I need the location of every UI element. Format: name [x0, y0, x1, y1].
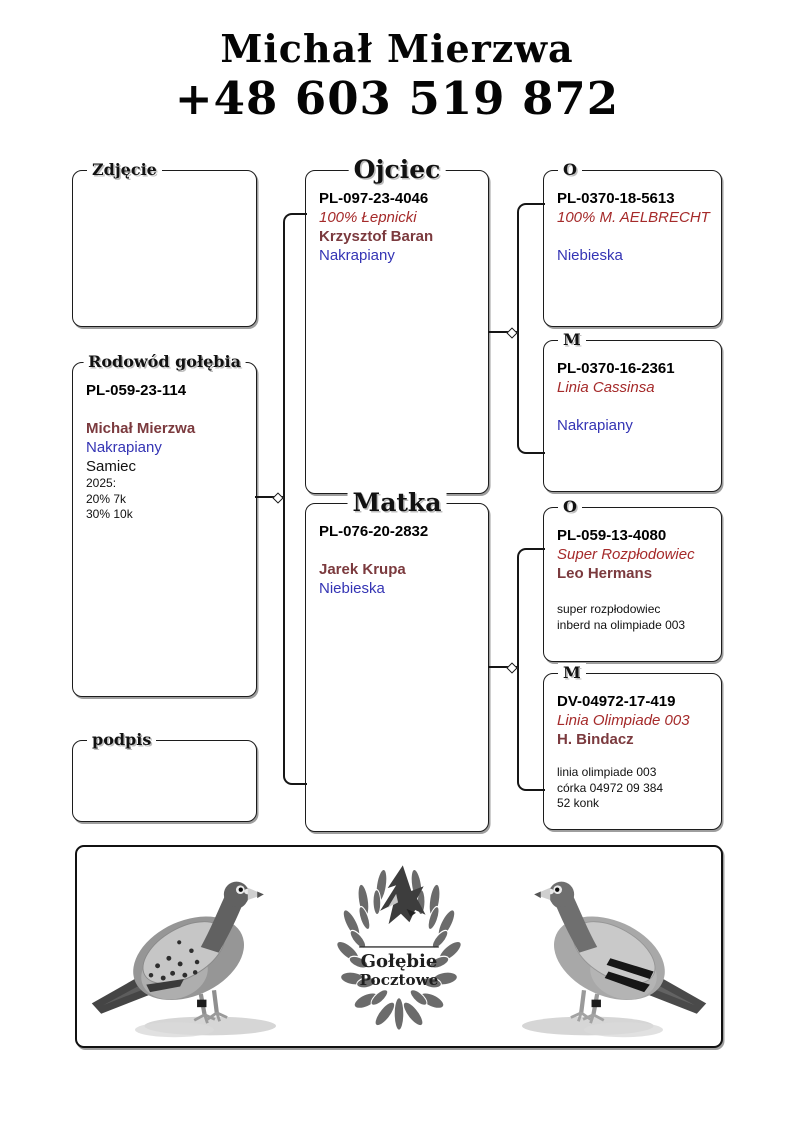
connector-mother-parents-bracket [517, 548, 545, 791]
mgf-note: super rozpłodowiec [557, 602, 661, 616]
mgf-ring-number: PL-059-13-4080 [557, 527, 667, 544]
pgf-ring-number: PL-0370-18-5613 [557, 190, 675, 207]
logo-text-line2: Pocztowe [359, 970, 439, 989]
signature-box [72, 730, 257, 822]
maternal-grandfather-box [543, 497, 722, 662]
junction-diamond [272, 492, 283, 503]
footer-banner [75, 845, 723, 1048]
pgm-strain: Linia Cassinsa [557, 379, 655, 396]
mgf-breeder: Leo Hermans [557, 565, 653, 582]
mother-box-label: Matka [348, 488, 447, 517]
logo-text-line1: Gołębie [360, 950, 438, 972]
pedigree-box-label: Rodowód gołębia [83, 352, 246, 371]
connector-parents-bracket [283, 213, 307, 785]
mgm-ring-number: DV-04972-17-419 [557, 693, 676, 710]
subject-feather-color: Nakrapiany [86, 439, 162, 456]
signature-box-label: podpis [87, 730, 156, 749]
maternal-grandmother-box [543, 663, 722, 830]
father-breeder: Krzysztof Baran [319, 228, 434, 245]
right-pigeon-image [491, 853, 709, 1041]
photo-box [72, 160, 257, 327]
subject-note: 30% 10k [86, 507, 133, 521]
junction-diamond [506, 327, 517, 338]
pgf-feather-color: Niebieska [557, 247, 623, 264]
subject-ring-number: PL-059-23-114 [86, 382, 187, 399]
mgf-strain: Super Rozpłodowiec [557, 546, 695, 563]
mother-ring-number: PL-076-20-2832 [319, 523, 429, 540]
mother-feather-color: Niebieska [319, 580, 385, 597]
pgm-feather-color: Nakrapiany [557, 417, 633, 434]
mgm-note: linia olimpiade 003 [557, 765, 657, 779]
mgm-note: 52 konk [557, 796, 600, 810]
mgf-note: inberd na olimpiade 003 [557, 617, 686, 632]
maternal-grandmother-label: M [558, 663, 586, 682]
father-strain: 100% Łepnicki [319, 209, 417, 226]
left-pigeon-image [89, 853, 307, 1041]
maternal-grandfather-label: O [558, 497, 582, 516]
subject-box [72, 352, 257, 697]
subject-sex: Samiec [86, 458, 137, 475]
subject-note: 20% 7k [86, 491, 127, 506]
mgm-note: córka 04972 09 384 [557, 780, 664, 795]
photo-box-label: Zdjęcie [87, 160, 162, 179]
phone-number: +48 603 519 872 [174, 72, 620, 125]
paternal-grandmother-label: M [558, 330, 586, 349]
owner-name-title: Michał Mierzwa [220, 26, 574, 71]
subject-note: 2025: [86, 476, 117, 490]
father-box-label: Ojciec [349, 155, 446, 184]
subject-owner: Michał Mierzwa [86, 420, 196, 437]
paternal-grandfather-box [543, 160, 722, 327]
father-feather-color: Nakrapiany [319, 247, 395, 264]
laurel-wreath-logo [323, 854, 475, 1038]
father-box [305, 155, 489, 494]
father-ring-number: PL-097-23-4046 [319, 190, 429, 207]
mother-breeder: Jarek Krupa [319, 561, 406, 578]
mgm-breeder: H. Bindacz [557, 731, 634, 748]
paternal-grandfather-label: O [558, 160, 582, 179]
connector-father-parents-bracket [517, 203, 545, 454]
mother-box [305, 488, 489, 832]
paternal-grandmother-box [543, 330, 722, 492]
mgm-strain: Linia Olimpiade 003 [557, 712, 690, 729]
pgm-ring-number: PL-0370-16-2361 [557, 360, 675, 377]
pgf-strain: 100% M. AELBRECHT [557, 209, 710, 226]
junction-diamond [506, 662, 517, 673]
